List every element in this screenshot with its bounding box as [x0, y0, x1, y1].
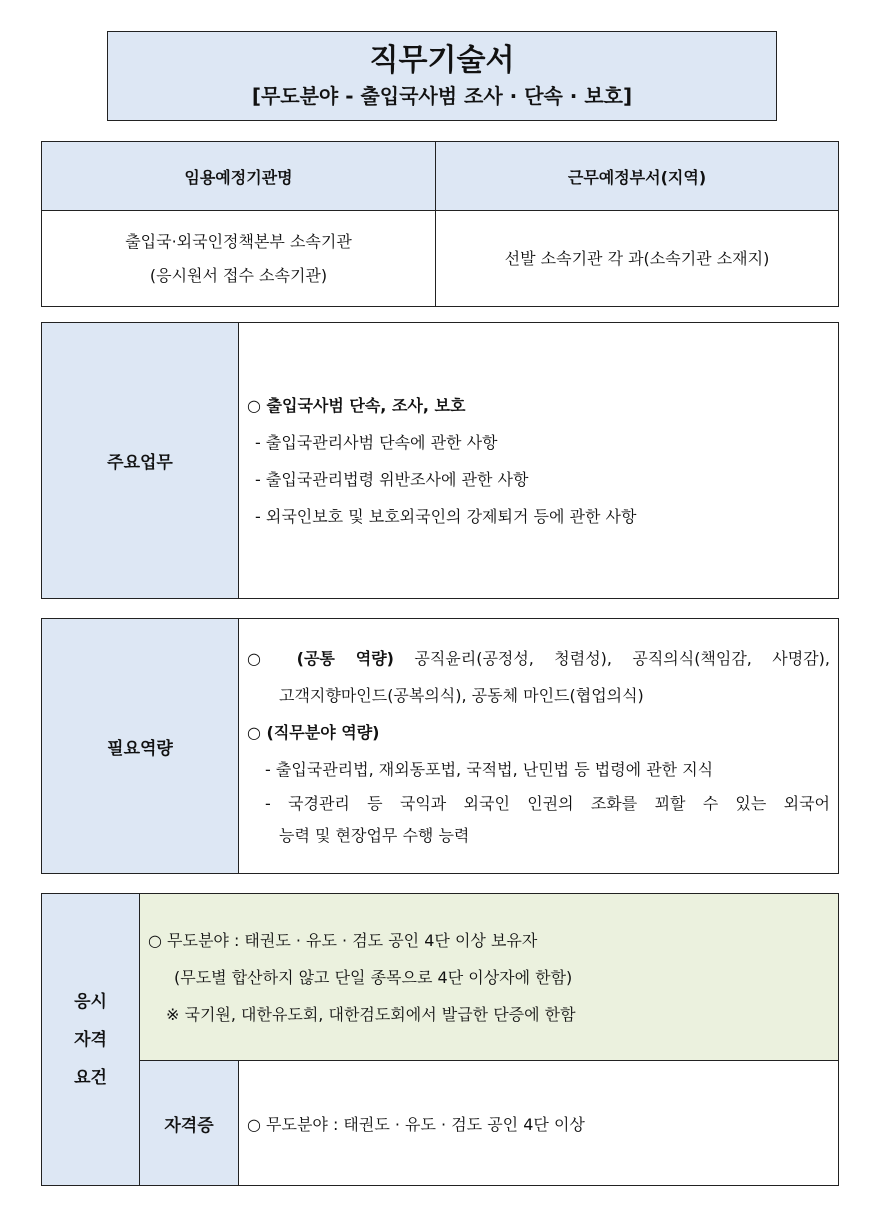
qualification-label-line: 요건 [74, 1067, 107, 1088]
duties-table [41, 322, 839, 599]
page-subtitle: [무도분야 - 출입국사범 조사 · 단속 · 보호] [251, 84, 633, 108]
certificate-text: ○ 무도분야 : 태권도 · 유도 · 검도 공인 4단 이상 [239, 1061, 839, 1186]
title-box [107, 31, 777, 121]
competency-table [41, 618, 839, 874]
common-competency-cont: 고객지향마인드(공복의식), 공동체 마인드(협업의식) [279, 686, 644, 705]
dept-header: 근무예정부서(지역) [436, 142, 839, 211]
org-name-line2: (응시원서 접수 소속기관) [149, 265, 328, 285]
common-marker: ○ [247, 649, 277, 668]
common-competency-title: (공통 역량) [296, 649, 394, 668]
qualification-table [41, 893, 839, 1186]
competency-content [239, 619, 839, 874]
duty-item: - 출입국관리사범 단속에 관한 사항 [255, 432, 498, 452]
requirement-line: (무도별 합산하지 않고 단일 종목으로 4단 이상자에 한함) [174, 967, 573, 987]
org-name-line1: 출입국·외국인정책본부 소속기관 [125, 231, 352, 251]
certificate-label: 자격증 [140, 1061, 239, 1186]
common-competency [245, 640, 830, 677]
duty-item: - 외국인보호 및 보호외국인의 강제퇴거 등에 관한 사항 [255, 506, 637, 526]
job-competency-item: - 출입국관리법, 재외동포법, 국적법, 난민법 등 법령에 관한 지식 [265, 760, 714, 779]
duties-content [239, 323, 839, 599]
competency-label: 필요역량 [42, 619, 239, 874]
org-name-cell [42, 211, 436, 307]
common-competency-text: 공직윤리(공정성, 청렴성), 공직의식(책임감, 사명감), [414, 649, 830, 668]
requirement-line: ○ 무도분야 : 태권도 · 유도 · 검도 공인 4단 이상 보유자 [148, 930, 538, 950]
qualification-label-line: 응시 [74, 991, 107, 1012]
job-competency-item-cont: 능력 및 현장업무 수행 능력 [279, 826, 470, 845]
duties-heading: ○ 출입국사범 단속, 조사, 보호 [247, 395, 466, 415]
qualification-label [42, 894, 140, 1186]
qualification-label-line: 자격 [74, 1029, 107, 1050]
job-competency-title: ○ (직무분야 역량) [247, 723, 380, 742]
duties-label: 주요업무 [42, 323, 239, 599]
org-table [41, 141, 839, 307]
requirement-note: ※ 국기원, 대한유도회, 대한검도회에서 발급한 단증에 한함 [166, 1004, 576, 1024]
page-title: 직무기술서 [369, 43, 515, 78]
martial-arts-requirement [140, 894, 839, 1061]
duty-item: - 출입국관리법령 위반조사에 관한 사항 [255, 469, 529, 489]
job-competency-item: - 국경관리 등 국익과 외국인 인권의 조화를 꾀할 수 있는 외국어 [265, 794, 830, 813]
org-name-header: 임용예정기관명 [42, 142, 436, 211]
dept-cell: 선발 소속기관 각 과(소속기관 소재지) [436, 211, 839, 307]
